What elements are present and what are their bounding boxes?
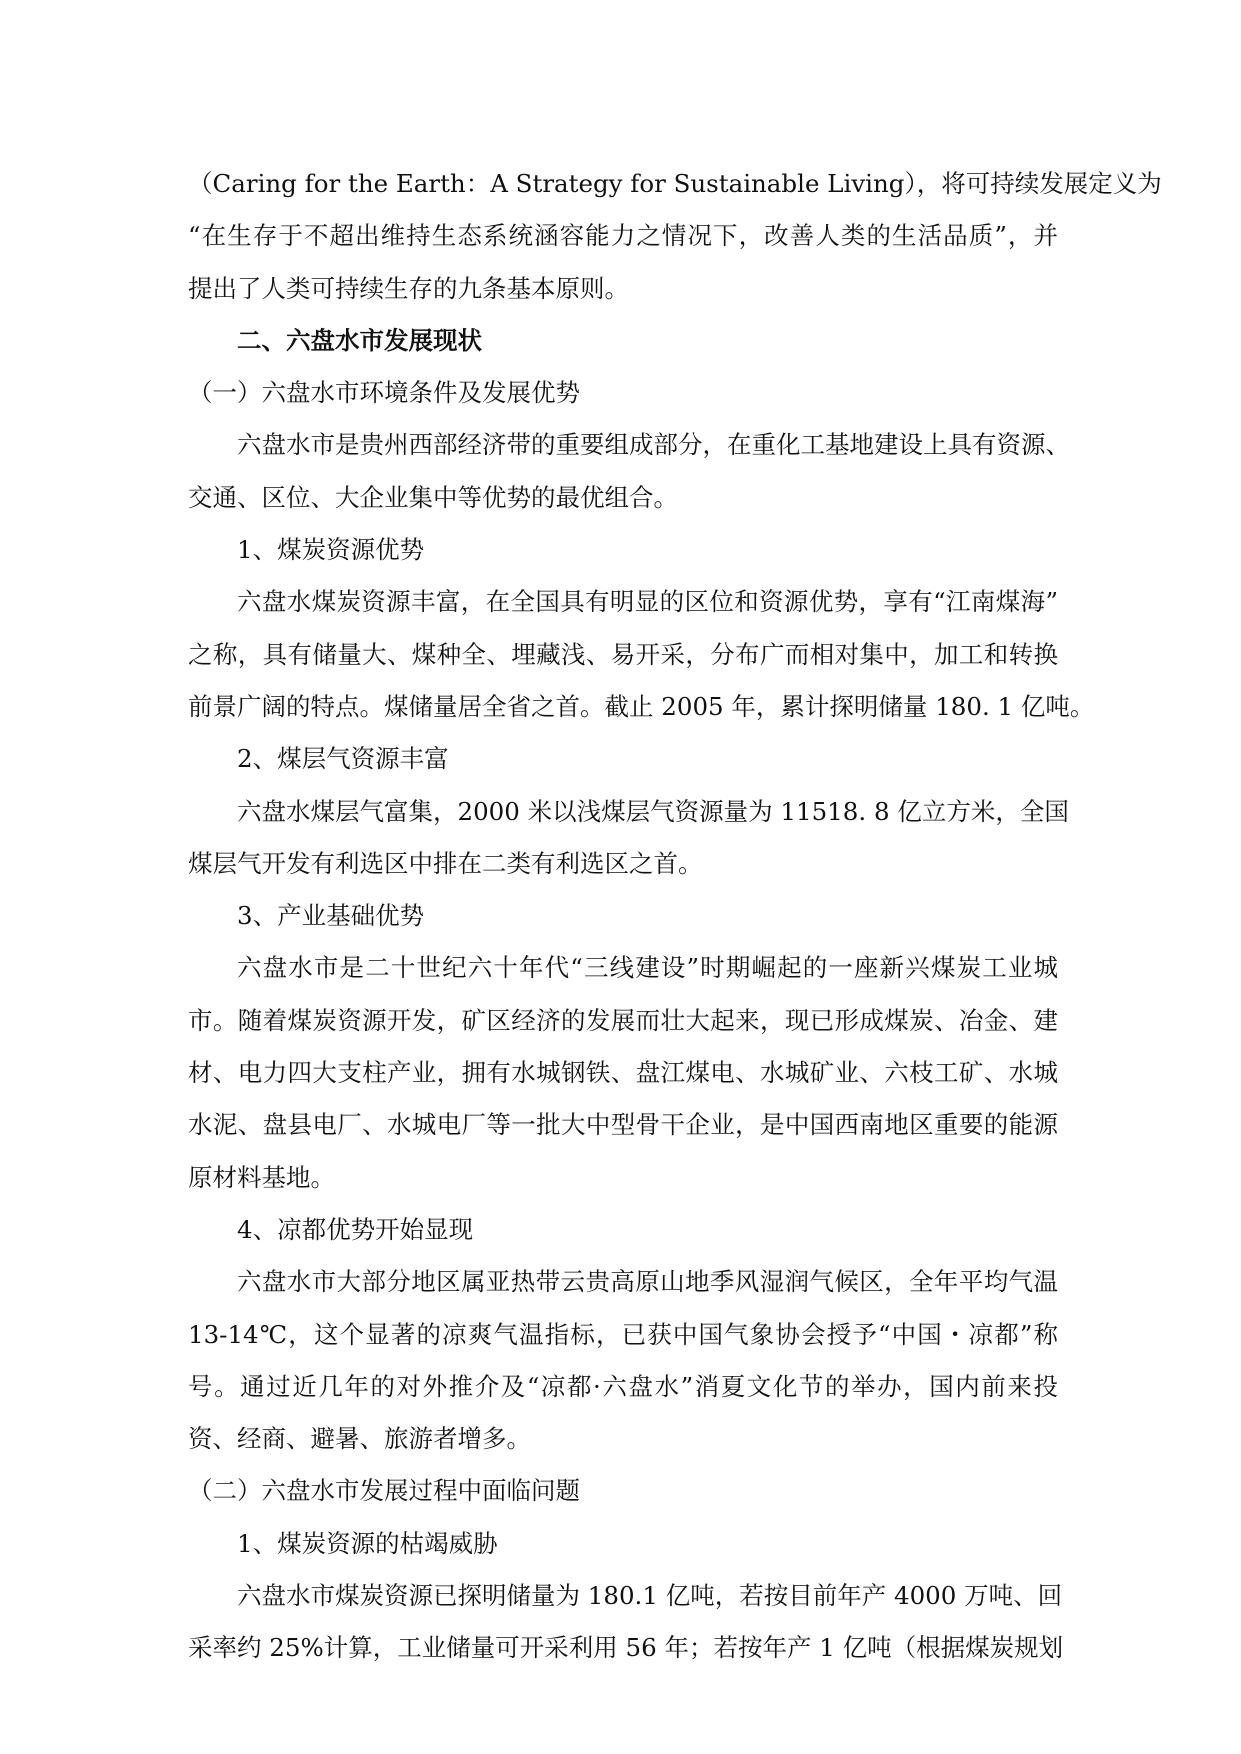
paragraph-line: 材、电力四大支柱产业，拥有水城钢铁、盘江煤电、水城矿业、六枝工矿、水城: [188, 1058, 1058, 1088]
item-heading: 1、煤炭资源的枯竭威胁: [237, 1528, 498, 1558]
item-heading: 3、产业基础优势: [237, 901, 425, 931]
item-heading: 1、煤炭资源优势: [237, 535, 425, 565]
paragraph-line: 采率约 25%计算，工业储量可开采利用 56 年；若按年产 1 亿吨（根据煤炭规划: [188, 1633, 1064, 1663]
paragraph-line: 之称，具有储量大、煤种全、埋藏浅、易开采，分布广而相对集中，加工和转换: [188, 639, 1058, 669]
paragraph-line: 煤层气开发有利选区中排在二类有利选区之首。: [188, 848, 703, 878]
paragraph-line: 六盘水市是贵州西部经济带的重要组成部分，在重化工基地建设上具有资源、: [237, 430, 1070, 460]
paragraph-line: 六盘水煤层气富集，2000 米以浅煤层气资源量为 11518. 8 亿立方米，全国: [237, 796, 1069, 826]
paragraph-line: 提出了人类可持续生存的九条基本原则。: [188, 273, 629, 303]
paragraph-line: 原材料基地。: [188, 1162, 335, 1192]
paragraph-line: “在生存于不超出维持生态系统涵容能力之情况下，改善人类的生活品质”，并: [188, 221, 1058, 251]
item-heading: 4、凉都优势开始显现: [237, 1214, 474, 1244]
paragraph-line: 六盘水市是二十世纪六十年代“三线建设”时期崛起的一座新兴煤炭工业城: [237, 953, 1058, 983]
paragraph-line: 市。随着煤炭资源开发，矿区经济的发展而壮大起来，现已形成煤炭、冶金、建: [188, 1005, 1058, 1035]
document-body: [188, 158, 1162, 1675]
subsection-heading: （二）六盘水市发展过程中面临问题: [188, 1476, 580, 1506]
paragraph-line: 交通、区位、大企业集中等优势的最优组合。: [188, 482, 678, 512]
paragraph-line: 六盘水市大部分地区属亚热带云贵高原山地季风湿润气候区，全年平均气温: [237, 1267, 1058, 1297]
paragraph-line: 资、经商、避暑、旅游者增多。: [188, 1424, 531, 1454]
paragraph-line: 六盘水市煤炭资源已探明储量为 180.1 亿吨，若按目前年产 4000 万吨、回: [237, 1581, 1063, 1611]
paragraph-line: 水泥、盘县电厂、水城电厂等一批大中型骨干企业，是中国西南地区重要的能源: [188, 1110, 1058, 1140]
section-heading: 二、六盘水市发展现状: [237, 325, 482, 355]
paragraph-line: （Caring for the Earth：A Strategy for Sustainable Living），将可持续发展定义为: [188, 169, 1162, 198]
subsection-heading: （一）六盘水市环境条件及发展优势: [188, 378, 580, 408]
paragraph-line: 号。通过近几年的对外推介及“凉都·六盘水”消夏文化节的举办，国内前来投: [188, 1371, 1058, 1401]
paragraph-line: 六盘水煤炭资源丰富，在全国具有明显的区位和资源优势，享有“江南煤海”: [237, 587, 1058, 617]
item-heading: 2、煤层气资源丰富: [237, 744, 449, 774]
paragraph-line: 前景广阔的特点。煤储量居全省之首。截止 2005 年，累计探明储量 180. 1 亿吨。: [188, 691, 1095, 721]
paragraph-line: 13-14℃，这个显著的凉爽气温指标，已获中国气象协会授予“中国・凉都”称: [188, 1319, 1058, 1349]
